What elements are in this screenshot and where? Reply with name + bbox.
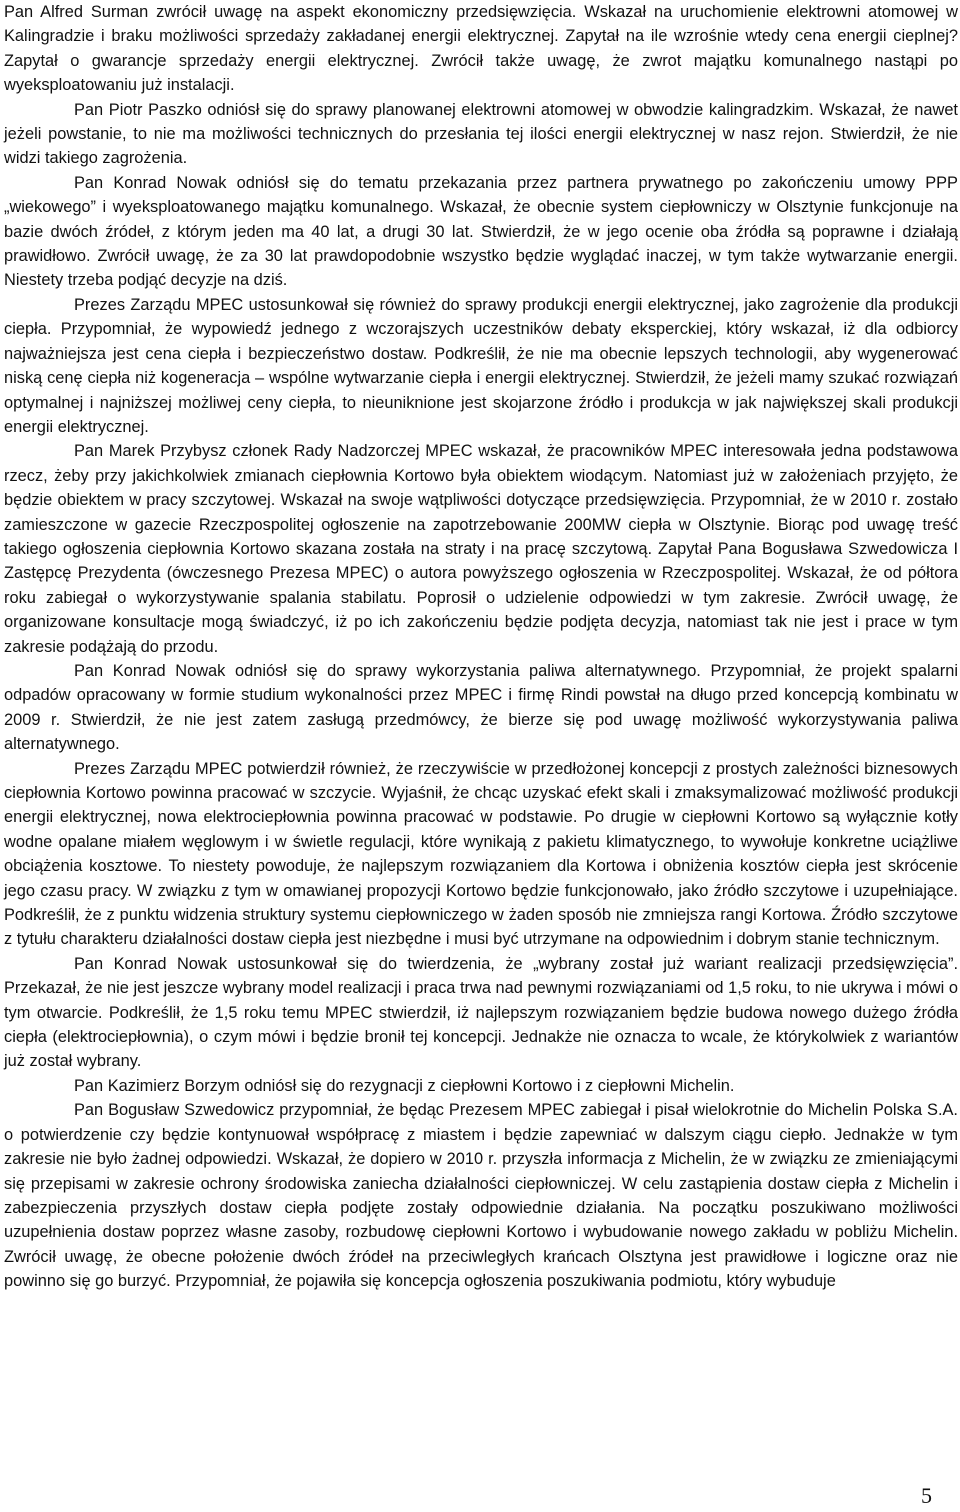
- document-page: [4, 0, 958, 1294]
- paragraph-borzym: Pan Kazimierz Borzym odniósł się do rezygnacji z ciepłowni Kortowo i z ciepłowni Michelin.: [74, 1076, 735, 1095]
- paragraph-szwedowicz: Pan Bogusław Szwedowicz przypomniał, że będąc Prezesem MPEC zabiegał i pisał wielokrotnie do Michelin Polska S.A. o potwierdzenie czy będzie kontynuował współpracę z miastem i będzie zapewniać w dalszym ciągu ciepło. Jednakże w tym zakresie nie było żadnej odpowiedzi. Wskazał, że dopiero w 2010 r. przyszła informacja z Michelin, że w związku ze zmieniającymi się przepisami w zakresie ochrony środowiska zaniecha działalności ciepłowniczej. W celu zastąpienia dostaw ciepła z Michelin i zabezpieczenia przyszłych dostaw ciepła podjęte zostały odpowiednie działania. Na początku poszukiwano możliwości uzupełnienia dostaw poprzez własne zasoby, rozbudowę ciepłowni Kortowo i wybudowanie nowego zakładu w pobliżu Michelin. Zwrócił uwagę, że obecne położenie dwóch źródeł na przeciwległych krańcach Olsztyna jest prawidłowe i logiczne oraz nie powinno się go burzyć. Przypomniał, że pojawiła się koncepcja ogłoszenia poszukiwania podmiotu, który wybuduje: [4, 1101, 958, 1291]
- paragraph-nowak-wariant: Pan Konrad Nowak ustosunkował się do twierdzenia, że „wybrany został już wariant realizacji przedsięwzięcia”. Przekazał, że nie jest jeszcze wybrany model realizacji i praca trwa nad pewnymi rozwiązaniami od 1,5 roku, to nie ukrywa i mówi o tym otwarcie. Podkreślił, że 1,5 roku temu MPEC stwierdził, iż najlepszym rozwiązaniem będzie budowa nowego dużego źródła ciepła (elektrociepłownia), o czym mówi i będzie bronił tej koncepcji. Jednakże nie oznacza to wcale, że którykolwiek z wariantów już został wybrany.: [4, 954, 958, 1071]
- page-number: 5: [921, 1483, 932, 1508]
- paragraph-nowak-paliwo: Pan Konrad Nowak odniósł się do sprawy wykorzystania paliwa alternatywnego. Przypomniał, że projekt spalarni odpadów opracowany w formie studium wykonalności przez MPEC i firmę Rindi powstał na długo przed koncepcją kombinatu w 2009 r. Stwierdził, że nie jest zatem zasługą przedmówcy, że bierze się pod uwagę możliwość wykorzystywania paliwa alternatywnego.: [4, 661, 958, 754]
- paragraph-prezes-kortowo: Prezes Zarządu MPEC potwierdził również, że rzeczywiście w przedłożonej koncepcji z prostych zależności biznesowych ciepłownia Kortowo powinna pracować w szczycie. Wyjaśnił, że chcąc uzyskać efekt skali i zmaksymalizować możliwość produkcji energii elektrycznej, nowa elektrociepłownia powinna pracować w podstawie. Po drugie w ciepłowni Kortowo są wyłącznie kotły wodne opalane miałem węglowym i w świetle regulacji, które wynikają z pakietu klimatycznego, to wywołuje konkretne uciążliwe obciążenia kosztowe. To niestety powoduje, że najlepszym rozwiązaniem dla Kortowa i obniżenia kosztów ciepła jest skrócenie jego czasu pracy. W związku z tym w omawianej propozycji Kortowo będzie funkcjonowało, jako źródło szczytowe i uzupełniające. Podkreślił, że z punktu widzenia struktury systemu ciepłowniczego w żaden sposób nie zmniejsza rangi Kortowa. Źródło szczytowe z tytułu charakteru działalności dostaw ciepła jest niezbędne i musi być utrzymane na odpowiednim i dobrym stanie technicznym.: [4, 759, 958, 949]
- paragraph-prezes-energia: Prezes Zarządu MPEC ustosunkował się również do sprawy produkcji energii elektrycznej, jako zagrożenie dla produkcji ciepła. Przypomniał, że wypowiedź jednego z wczorajszych uczestników debaty eksperckiej, który wskazał, iż dla odbiorcy najważniejsza jest cena ciepła i bezpieczeństwo dostaw. Podkreślił, że nie ma obecnie lepszych technologii, aby wygenerować niską cenę ciepła niż kogeneracja – wspólne wytwarzanie ciepła i energii elektrycznej. Stwierdził, że jeżeli mamy szukać rozwiązań optymalnej i najniższej możliwej ceny ciepła, to nieuniknione jest skojarzone źródło i produkcja w jak największej skali produkcji energii elektrycznej.: [4, 295, 958, 436]
- paragraph-surman: Pan Alfred Surman zwrócił uwagę na aspekt ekonomiczny przedsięwzięcia. Wskazał na uruchomienie elektrowni atomowej w Kalingradzie i braku możliwości sprzedaży zakładanej energii elektrycznej. Zapytał na ile wzrośnie wtedy cena energii cieplnej? Zapytał o gwarancje sprzedaży energii elektrycznej. Zwrócił także uwagę, że zwrot majątku komunalnego nastąpi po wyeksploatowaniu już instalacji.: [4, 3, 958, 95]
- paragraph-paszko: Pan Piotr Paszko odniósł się do sprawy planowanej elektrowni atomowej w obwodzie kalingradzkim. Wskazał, że nawet jeżeli powstanie, to nie ma możliwości technicznych do przesłania tej ilości energii elektrycznej w nasz rejon. Stwierdził, że nie widzi takiego zagrożenia.: [4, 100, 958, 168]
- paragraph-przybysz: Pan Marek Przybysz członek Rady Nadzorczej MPEC wskazał, że pracowników MPEC interesowała jedna podstawowa rzecz, żeby przy jakichkolwiek zmianach ciepłownia Kortowo była obiektem wiodącym. Natomiast już w założeniach przyjęto, że będzie obiektem w pracy szczytowej. Wskazał na swoje wątpliwości dotyczące przedsięwzięcia. Przypomniał, że w 2010 r. zostało zamieszczone w gazecie Rzeczpospolitej ogłoszenie na zapotrzebowanie 200MW ciepła w Olsztynie. Biorąc pod uwagę treść takiego ogłoszenia ciepłownia Kortowo skazana została na straty i na pracę szczytową. Zapytał Pana Bogusława Szwedowicza I Zastępcę Prezydenta (ówczesnego Prezesa MPEC) o autora powyższego ogłoszenia w Rzeczpospolitej. Wskazał, że od półtora roku zabiegał o wykorzystywanie spalania stabilatu. Poprosił o udzielenie odpowiedzi w tym zakresie. Zwrócił uwagę, że organizowane konsultacje mogą świadczyć, iż po ich zakończeniu będzie podjęta decyzja, natomiast tak nie jest i prace w tym zakresie podążają do przodu.: [4, 442, 958, 656]
- paragraph-nowak-ppp: Pan Konrad Nowak odniósł się do tematu przekazania przez partnera prywatnego po zakończeniu umowy PPP „wiekowego” i wyeksploatowanego majątku komunalnego. Wskazał, że obecnie system ciepłowniczy w Olsztynie funkcjonuje na bazie dwóch źródeł, z którym jeden ma 40 lat, a drugi 30 lat. Stwierdził, że w jego ocenie oba źródła są poprawne i działają prawidłowo. Zwrócił uwagę, że za 30 lat prawdopodobnie wszystko będzie wyglądać inaczej, w tym także wytwarzanie energii. Niestety trzeba podjąć decyzje na dziś.: [4, 173, 958, 290]
